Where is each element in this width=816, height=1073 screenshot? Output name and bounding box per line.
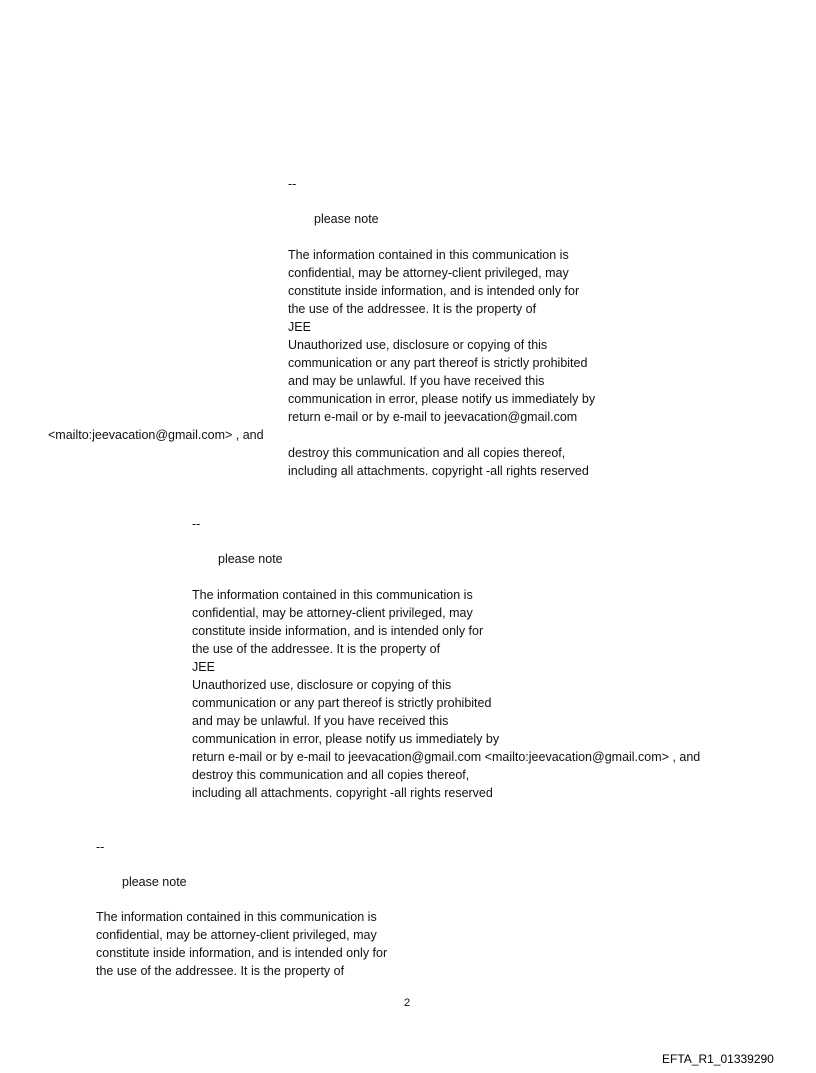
body-line: Unauthorized use, disclosure or copying of this [192, 678, 452, 692]
body-line: destroy this communication and all copies thereof, [192, 768, 470, 782]
bates-number: EFTA_R1_01339290 [662, 1052, 774, 1066]
body-line: return e-mail or by e-mail to jeevacation@gmail.com [288, 410, 578, 424]
body-line: and may be unlawful. If you have received this [192, 714, 449, 728]
body-line: destroy this communication and all copies thereof, [288, 446, 566, 460]
body-line: confidential, may be attorney-client privileged, may [96, 928, 377, 942]
body-line: Unauthorized use, disclosure or copying of this [288, 338, 548, 352]
body-line: including all attachments. copyright -all rights reserved [192, 786, 493, 800]
body-line: the use of the addressee. It is the property of [288, 302, 537, 316]
body-line: constitute inside information, and is intended only for [96, 946, 388, 960]
body-line: The information contained in this communication is [288, 248, 569, 262]
body-line: communication or any part thereof is strictly prohibited [288, 356, 588, 370]
heading: please note [218, 552, 283, 566]
body-line: and may be unlawful. If you have received this [288, 374, 545, 388]
body-line: JEE [288, 320, 311, 334]
heading: please note [314, 212, 379, 226]
separator: -- [288, 177, 297, 191]
separator: -- [96, 840, 105, 854]
body-line: confidential, may be attorney-client privileged, may [192, 606, 473, 620]
body-line: return e-mail or by e-mail to jeevacation@gmail.com <mailto:jeevacation@gmail.com> , and [192, 750, 701, 764]
body-line: the use of the addressee. It is the property of [96, 964, 345, 978]
body-line: The information contained in this communication is [96, 910, 377, 924]
heading: please note [122, 875, 187, 889]
body-line: communication in error, please notify us immediately by [288, 392, 596, 406]
body-line: including all attachments. copyright -all rights reserved [288, 464, 589, 478]
page-number: 2 [404, 997, 411, 1009]
body-line: communication in error, please notify us immediately by [192, 732, 500, 746]
body-line: The information contained in this communication is [192, 588, 473, 602]
body-line: <mailto:jeevacation@gmail.com> , and [48, 428, 264, 442]
body-line: confidential, may be attorney-client privileged, may [288, 266, 569, 280]
body-line: the use of the addressee. It is the property of [192, 642, 441, 656]
body-line: constitute inside information, and is intended only for [288, 284, 580, 298]
body-line: constitute inside information, and is intended only for [192, 624, 484, 638]
body-line: communication or any part thereof is strictly prohibited [192, 696, 492, 710]
separator: -- [192, 517, 201, 531]
body-line: JEE [192, 660, 215, 674]
